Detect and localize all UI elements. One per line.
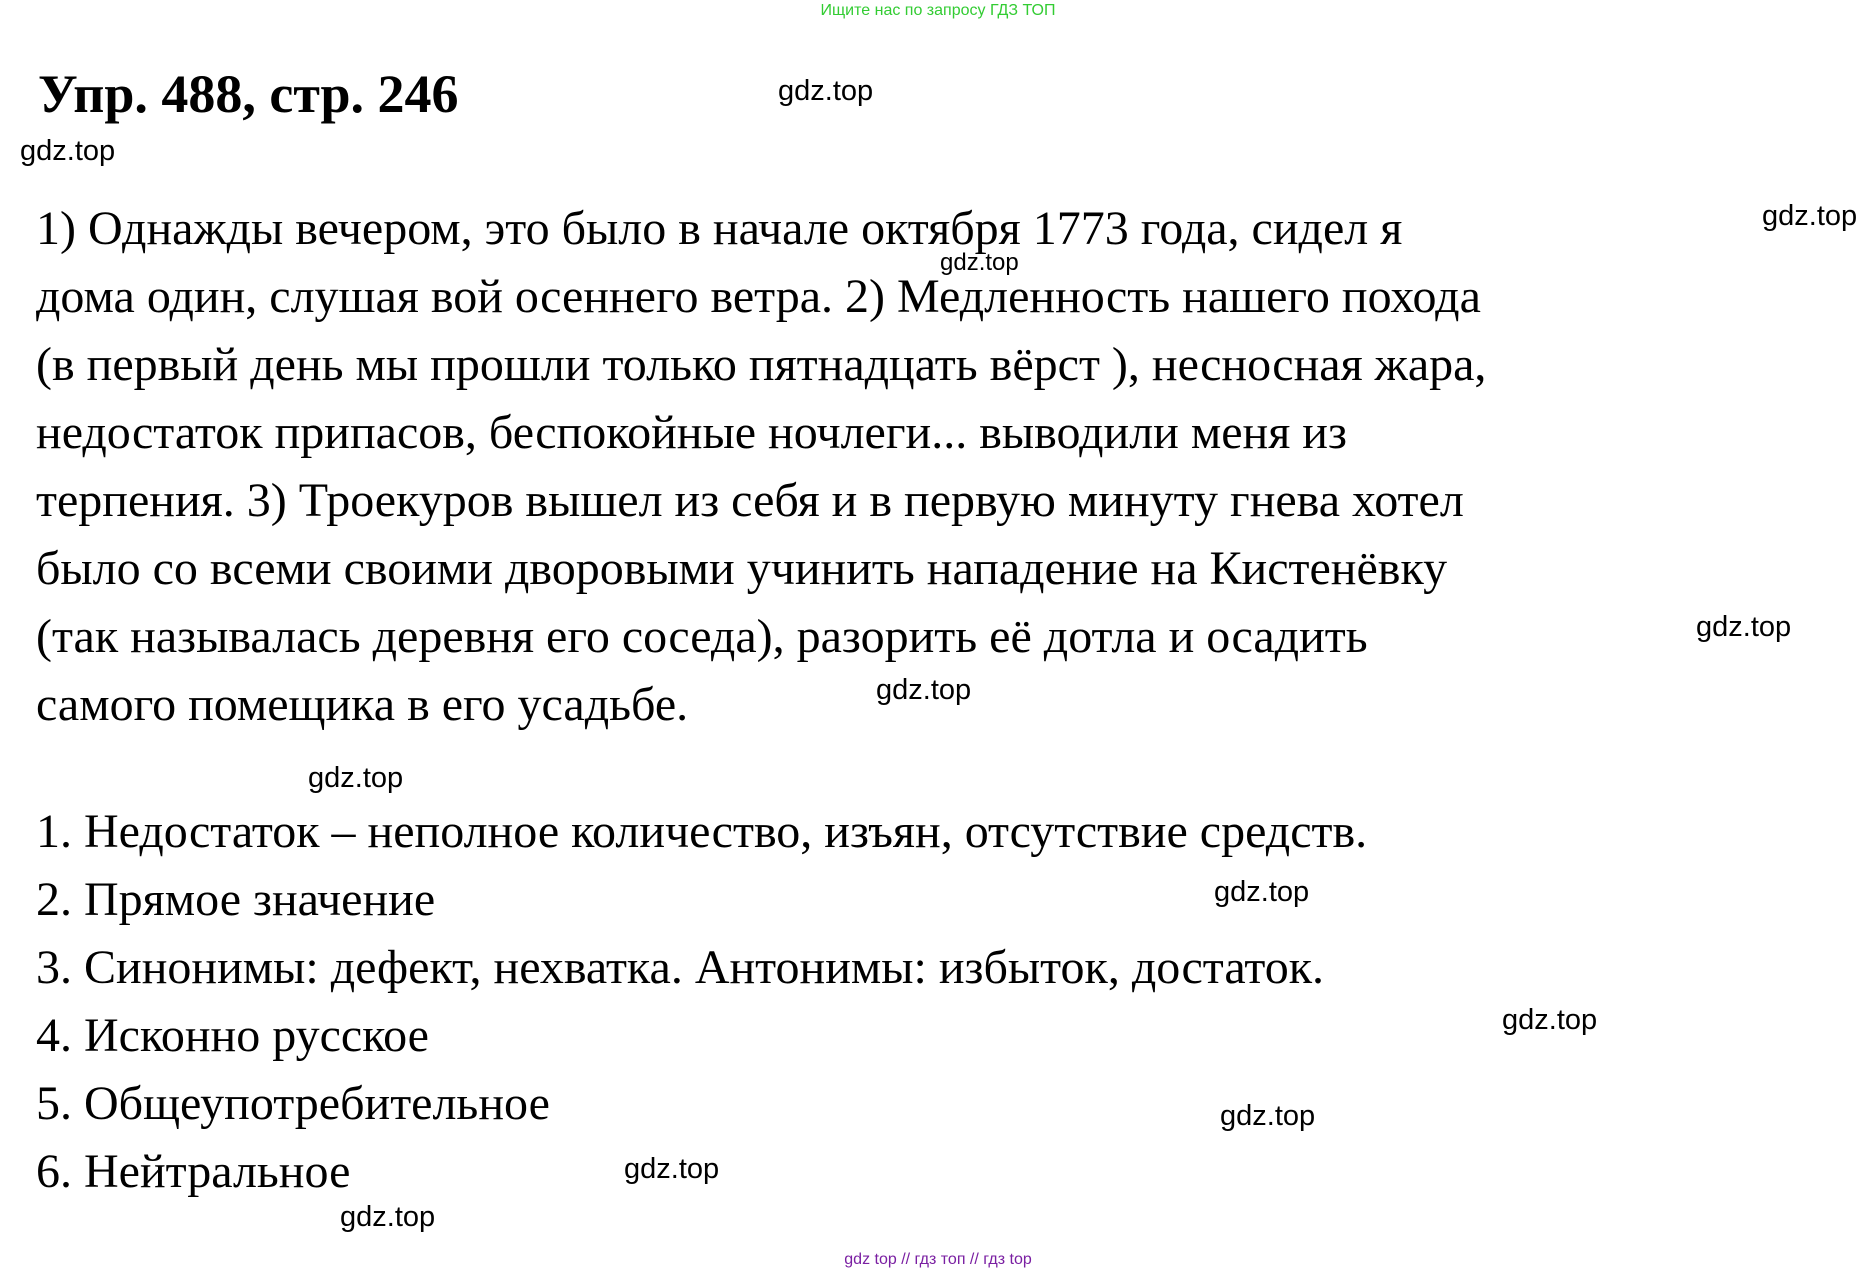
answer-item: 3. Синонимы: дефект, нехватка. Антонимы: избыток, достаток. <box>36 941 1325 994</box>
watermark: gdz.top <box>1762 200 1858 232</box>
top-banner: Ищите нас по запросу ГДЗ ТОП <box>820 2 1056 19</box>
text-line: самого помещика в его усадьбе. <box>36 678 689 731</box>
answer-item: 1. Недостаток – неполное количество, изъян, отсутствие средств. <box>36 805 1368 858</box>
text-line: терпения. 3) Троекуров вышел из себя и в первую минуту гнева хотел <box>36 474 1464 527</box>
watermark: gdz.top <box>624 1153 720 1185</box>
page-title: Упр. 488, стр. 246 <box>38 64 459 124</box>
watermark: gdz.top <box>340 1201 436 1233</box>
answer-item: 5. Общеупотребительное <box>36 1077 550 1130</box>
text-line: недостаток припасов, беспокойные ночлеги... выводили меня из <box>36 406 1347 459</box>
text-line: дома один, слушая вой осеннего ветра. 2) Медленность нашего похода <box>36 270 1481 323</box>
exercise-text <box>36 195 1486 739</box>
text-line: (в первый день мы прошли только пятнадцать вёрст ), несносная жара, <box>36 338 1487 391</box>
watermark: gdz.top <box>1220 1100 1316 1132</box>
answer-list <box>36 798 1367 1206</box>
answer-item: 4. Исконно русское <box>36 1009 429 1062</box>
watermark: gdz.top <box>876 674 972 706</box>
text-line: (так называлась деревня его соседа), разорить её дотла и осадить <box>36 610 1368 663</box>
footer-links: gdz top // гдз топ // гдз top <box>844 1251 1032 1268</box>
watermark: gdz.top <box>1696 611 1792 643</box>
answer-item: 6. Нейтральное <box>36 1145 351 1198</box>
watermark: gdz.top <box>20 135 116 167</box>
watermark: gdz.top <box>1214 876 1310 908</box>
watermark: gdz.top <box>308 762 404 794</box>
text-line: было со всеми своими дворовыми учинить нападение на Кистенёвку <box>36 542 1448 595</box>
answer-item: 2. Прямое значение <box>36 873 436 926</box>
text-line: 1) Однажды вечером, это было в начале октября 1773 года, сидел я <box>36 202 1403 255</box>
watermark: gdz.top <box>940 249 1019 276</box>
watermark: gdz.top <box>778 75 874 107</box>
watermark: gdz.top <box>1502 1004 1598 1036</box>
